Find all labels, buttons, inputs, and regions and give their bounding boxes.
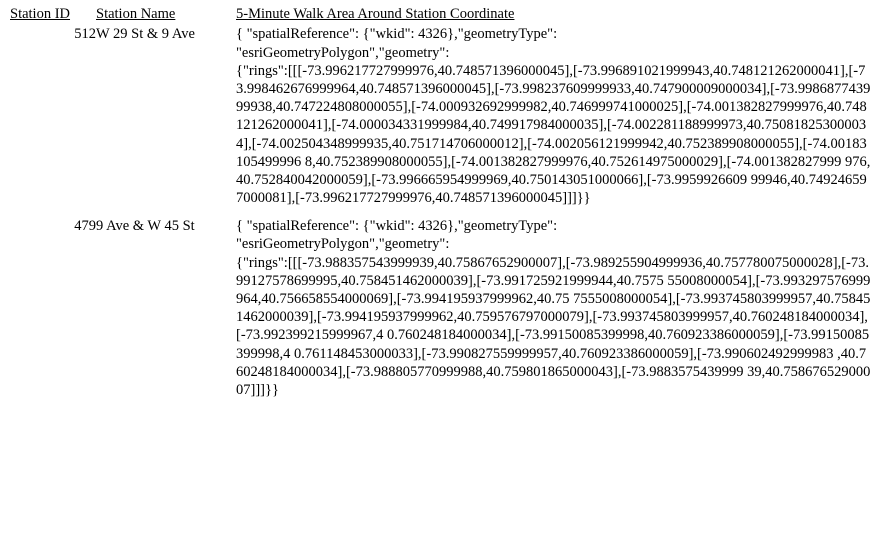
cell-station-name: W 29 St & 9 Ave [96, 26, 195, 43]
geojson-type-line: "esriGeometryPolygon","geometry": [236, 236, 450, 253]
column-header-station-id: Station ID [10, 6, 71, 22]
column-header-station-name: Station Name [96, 6, 176, 22]
geojson-rings: {"rings":[[[-73.996217727999976,40.748571396000045],[-73.996891021999943,40.748121262000041],[-73.998462676999964,40.748571396000045],[-73.998237609999933,40.747900009000034],[-73.998687743999938,40.747224808000055],[-74.000932692999982,40.746999741000025],[-74.001382827999976,40.748121262000041],[-74.000034331999984,40.749917984000035],[-74.002281188999973,40.750818253000034],[-74.002504348999935,40.751714706000012],[-74.002056121999942,40.752389908000055],[-74.00183105499996 8,40.752389908000055],[-74.001382827999976,40.752614975000029],[-74.001382827999 976,40.752840042000059],[-73.996665954999969,40.750143051000066],[-73.9959926609 99946,40.749246597000081],[-73.996217727999976,40.748571396000045]]]}} [236, 62, 871, 207]
spacer-cell [10, 207, 96, 217]
table-row [10, 25, 872, 207]
spacer-cell [96, 207, 236, 217]
geojson-header-line: { "spatialReference": {"wkid": 4326},"geometryType": [236, 218, 558, 235]
cell-station-id: 512 [74, 26, 96, 43]
row-spacer [10, 207, 872, 217]
spacer-cell [236, 207, 872, 217]
geojson-rings: {"rings":[[[-73.988357543999939,40.75867652900007],[-73.989255904999936,40.757780075000028],[-73.99127578699995,40.758451462000039],[-73.991725921999944,40.7575 55008000054],[-73.993297576999964,40.756658554000069],[-73.994195937999962,40.75 7555008000054],[-73.993745803999957,40.758451462000039],[-73.994195937999962,40.759576797000079],[-73.993745803999957,40.760248184000034],[-73.992399215999967,4 0.760248184000034],[-73.99150085399998,40.760923386000059],[-73.99150085399998,4 0.761148453000033],[-73.990827559999957,40.760923386000059],[-73.990602492999983 ,40.760248184000034],[-73.988805770999988,40.759801865000043],[-73.9883575439999 39,40.75867652900007]]]}} [236, 254, 871, 398]
column-header-walk-area: 5-Minute Walk Area Around Station Coordinate [236, 6, 515, 22]
table-body [10, 25, 872, 399]
table-row [10, 217, 872, 399]
cell-station-id: 479 [74, 218, 96, 235]
cell-walk-area-geojson [236, 25, 872, 207]
table-header-row [10, 6, 872, 25]
table-head [10, 6, 872, 25]
geojson-type-line: "esriGeometryPolygon","geometry": [236, 44, 450, 61]
geojson-header-line: { "spatialReference": {"wkid": 4326},"geometryType": [236, 26, 558, 43]
cell-station-name: 9 Ave & W 45 St [96, 218, 195, 235]
stations-table [10, 6, 872, 399]
cell-walk-area-geojson [236, 217, 872, 399]
